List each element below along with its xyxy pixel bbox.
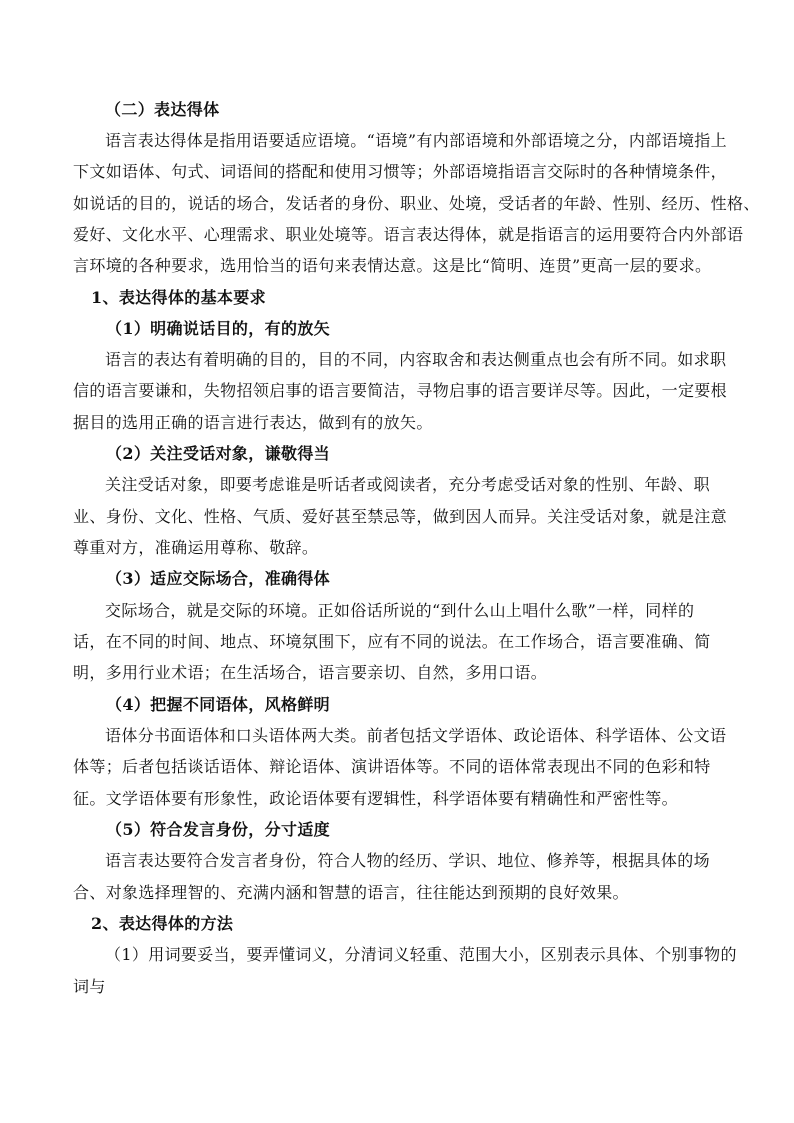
requirement-4-line-3: 征。文学语体要有形象性，政论语体要有逻辑性，科学语体要有精确性和严密性等。 — [73, 789, 678, 808]
requirement-2-line-3: 尊重对方，准确运用尊称、敬辞。 — [73, 538, 319, 557]
requirement-3-line-1: 交际场合，就是交际的环境。正如俗话所说的“到什么山上唱什么歌”一样，同样的 — [105, 601, 695, 620]
requirement-3-title: （3）适应交际场合，准确得体 — [106, 569, 331, 588]
intro-line-3: 如说话的目的，说话的场合，发话者的身份、职业、处境，受话者的年龄、性别、经历、性格、 — [73, 194, 760, 213]
method-1-line-1: （1）用词要妥当，要弄懂词义，分清词义轻重、范围大小，区别表示具体、个别事物的 — [105, 945, 737, 964]
requirement-1-line-1: 语言的表达有着明确的目的，目的不同，内容取舍和表达侧重点也会有所不同。如求职 — [105, 350, 727, 369]
requirement-4-title: （4）把握不同语体，风格鲜明 — [106, 695, 331, 714]
intro-line-2: 下文如语体、句式、词语间的搭配和使用习惯等；外部语境指语言交际时的各种情境条件， — [73, 162, 728, 181]
subsection-1-title: 1、表达得体的基本要求 — [91, 288, 266, 307]
section-title: （二）表达得体 — [105, 100, 220, 119]
subsection-2-title: 2、表达得体的方法 — [91, 914, 234, 933]
intro-line-5: 言环境的各种要求，选用恰当的语句来表情达意。这是比“简明、连贯”更高一层的要求。 — [73, 256, 712, 275]
requirement-4-line-2: 体等；后者包括谈话语体、辩论语体、演讲语体等。不同的语体常表现出不同的色彩和特 — [73, 757, 711, 776]
requirement-2-title: （2）关注受话对象，谦敬得当 — [106, 444, 331, 463]
requirement-3-line-2: 话，在不同的时间、地点、环境氛围下，应有不同的说法。在工作场合，语言要准确、简 — [73, 632, 711, 651]
requirement-5-title: （5）符合发言身份，分寸适度 — [106, 820, 331, 839]
requirement-4-line-1: 语体分书面语体和口头语体两大类。前者包括文学语体、政论语体、科学语体、公文语 — [105, 726, 727, 745]
requirement-2-line-1: 关注受话对象，即要考虑谁是听话者或阅读者，充分考虑受话对象的性别、年龄、职 — [105, 475, 710, 494]
requirement-5-line-2: 合、对象选择理智的、充满内涵和智慧的语言，往往能达到预期的良好效果。 — [73, 883, 629, 902]
requirement-1-title: （1）明确说话目的，有的放矢 — [106, 319, 331, 338]
requirement-1-line-3: 据目的选用正确的语言进行表达，做到有的放矢。 — [73, 413, 433, 432]
requirement-1-line-2: 信的语言要谦和，失物招领启事的语言要简洁，寻物启事的语言要详尽等。因此，一定要根 — [73, 381, 728, 400]
requirement-5-line-1: 语言表达要符合发言者身份，符合人物的经历、学识、地位、修养等，根据具体的场 — [105, 851, 710, 870]
requirement-3-line-3: 明，多用行业术语；在生活场合，语言要亲切、自然，多用口语。 — [73, 663, 548, 682]
intro-line-1: 语言表达得体是指用语要适应语境。“语境”有内部语境和外部语境之分，内部语境指上 — [105, 131, 728, 150]
intro-line-4: 爱好、文化水平、心理需求、职业处境等。语言表达得体，就是指语言的运用要符合内外部语 — [73, 225, 744, 244]
method-1-line-2: 词与 — [73, 977, 106, 996]
requirement-2-line-2: 业、身份、文化、性格、气质、爱好甚至禁忌等，做到因人而异。关注受话对象，就是注意 — [73, 507, 728, 526]
